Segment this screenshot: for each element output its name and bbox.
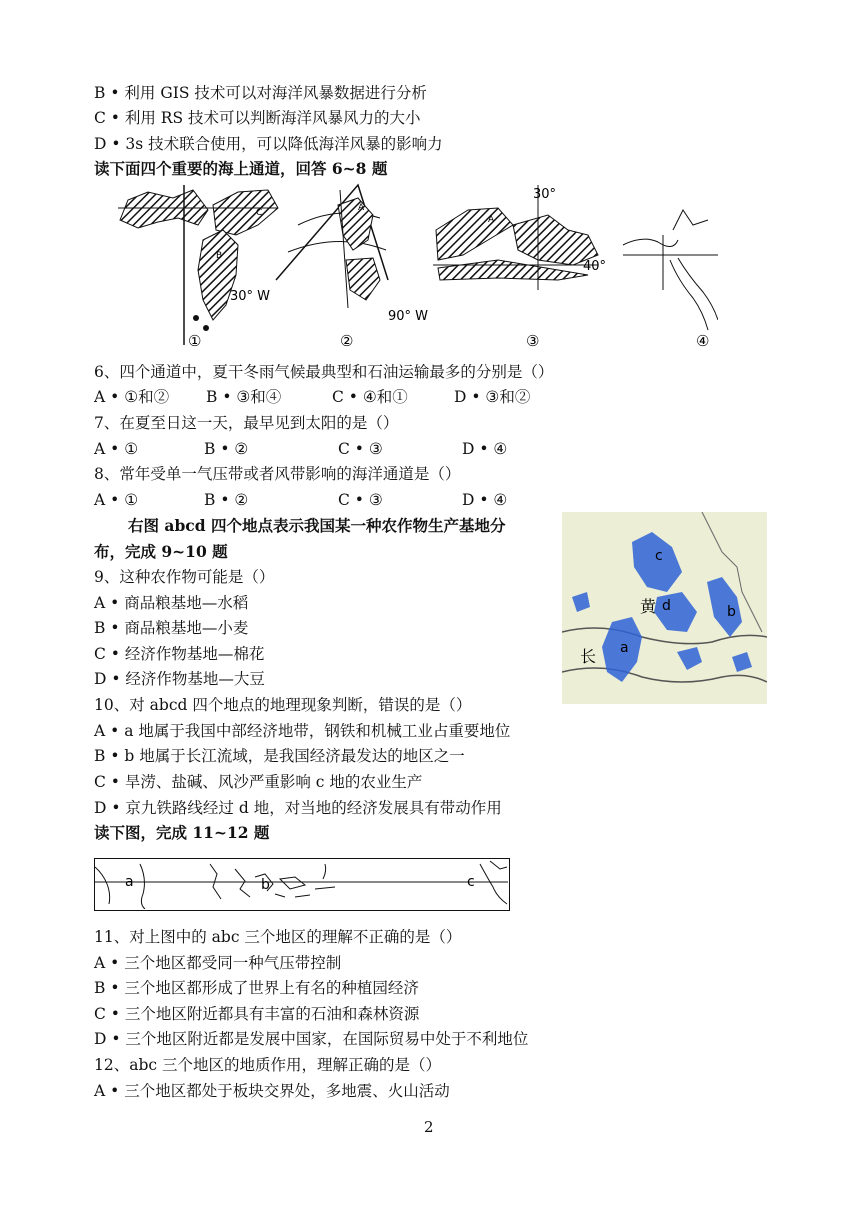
map-label-a: a [620, 640, 629, 656]
q12-option-a: A • 三个地区都处于板块交界处，多地震、火山活动 [94, 1082, 450, 1100]
q8-option-d: D • ④ [462, 491, 508, 509]
option-c-rs: C • 利用 RS 技术可以判断海洋风暴风力的大小 [94, 109, 421, 127]
equator-strip-map [94, 858, 510, 911]
label-b-map1: B [216, 251, 223, 261]
label-c-map1: C [256, 208, 263, 218]
sea-passages-figure [118, 180, 718, 350]
q6-option-c: C • ④和① [332, 388, 408, 406]
label-30w: 30° W [230, 289, 271, 304]
map-label-chang: 长 [580, 647, 597, 666]
label-90w: 90° W [388, 309, 429, 324]
question-7-options [94, 439, 507, 459]
section-heading-11-12: 读下图，完成 11~12 题 [94, 823, 270, 842]
q8-option-b: B • ② [204, 491, 249, 509]
map-4 [623, 210, 718, 330]
question-12: 12、abc 三个地区的地质作用，理解正确的是（） [94, 1056, 441, 1074]
option-d-3s: D • 3s 技术联合使用，可以降低海洋风暴的影响力 [94, 135, 443, 153]
q7-option-a: A • ① [94, 440, 139, 458]
q6-option-a: A • ①和② [94, 388, 170, 406]
strip-label-c: c [467, 874, 475, 890]
q11-option-a: A • 三个地区都受同一种气压带控制 [94, 954, 342, 972]
q7-option-c: C • ③ [338, 440, 383, 458]
question-11: 11、对上图中的 abc 三个地区的理解不正确的是（） [94, 928, 462, 946]
q10-option-c: C • 旱涝、盐碱、风沙严重影响 c 地的农业生产 [94, 773, 423, 791]
q11-option-b: B • 三个地区都形成了世界上有名的种植园经济 [94, 979, 419, 997]
section-heading-6-8: 读下面四个重要的海上通道，回答 6~8 题 [94, 159, 388, 178]
question-6-options [94, 387, 530, 407]
q10-option-d: D • 京九铁路线经过 d 地，对当地的经济发展具有带动作用 [94, 799, 502, 817]
q9-option-d: D • 经济作物基地—大豆 [94, 670, 265, 688]
q8-option-c: C • ③ [338, 491, 383, 509]
question-6: 6、四个通道中，夏干冬雨气候最典型和石油运输最多的分别是（） [94, 363, 554, 381]
q10-option-b: B • b 地属于长江流域，是我国经济最发达的地区之一 [94, 747, 465, 765]
question-10: 10、对 abcd 四个地点的地理现象判断，错误的是（） [94, 696, 472, 714]
q11-option-d: D • 三个地区附近都是发展中国家，在国际贸易中处于不利地位 [94, 1030, 529, 1048]
label-40: 40° [583, 259, 607, 274]
china-crop-map [562, 512, 767, 704]
strip-label-a: a [125, 874, 134, 890]
q10-option-a: A • a 地属于我国中部经济地带，钢铁和机械工业占重要地位 [94, 722, 511, 740]
label-a-map3: A [488, 215, 495, 225]
q8-option-a: A • ① [94, 491, 139, 509]
sea-passages-svg [118, 180, 718, 350]
equator-strip-svg [95, 859, 508, 909]
strip-label-b: b [261, 877, 270, 893]
page-number: 2 [424, 1118, 434, 1136]
section-heading-9-10-line1: 右图 abcd 四个地点表示我国某一种农作物生产基地分 [128, 516, 506, 535]
option-b-gis: B • 利用 GIS 技术可以对海洋风暴数据进行分析 [94, 84, 427, 102]
q11-option-c: C • 三个地区附近都具有丰富的石油和森林资源 [94, 1005, 420, 1023]
label-30: 30° [533, 187, 557, 202]
caption-2: ② [340, 332, 354, 350]
question-8-options [94, 490, 507, 510]
q7-option-b: B • ② [204, 440, 249, 458]
question-8: 8、常年受单一气压带或者风带影响的海洋通道是（） [94, 465, 461, 483]
q9-option-b: B • 商品粮基地—小麦 [94, 619, 249, 637]
label-a-map2: A [358, 203, 365, 213]
q6-option-b: B • ③和④ [206, 388, 282, 406]
map-label-c: c [655, 548, 663, 564]
q7-option-d: D • ④ [462, 440, 508, 458]
map-3 [433, 185, 606, 290]
map-label-b: b [727, 604, 736, 620]
caption-4: ④ [696, 332, 710, 350]
question-9: 9、这种农作物可能是（） [94, 568, 275, 586]
map-label-huang: 黄 [640, 597, 657, 616]
caption-3: ③ [526, 332, 540, 350]
q6-option-d: D • ③和② [454, 388, 531, 406]
map-1 [118, 185, 278, 345]
caption-1: ① [188, 332, 202, 350]
section-heading-9-10-line2: 布，完成 9~10 题 [94, 542, 228, 561]
question-7: 7、在夏至日这一天，最早见到太阳的是（） [94, 414, 399, 432]
map-label-d: d [662, 598, 671, 614]
q9-option-a: A • 商品粮基地—水稻 [94, 594, 249, 612]
q9-option-c: C • 经济作物基地—棉花 [94, 645, 265, 663]
china-crop-map-svg [562, 512, 767, 704]
